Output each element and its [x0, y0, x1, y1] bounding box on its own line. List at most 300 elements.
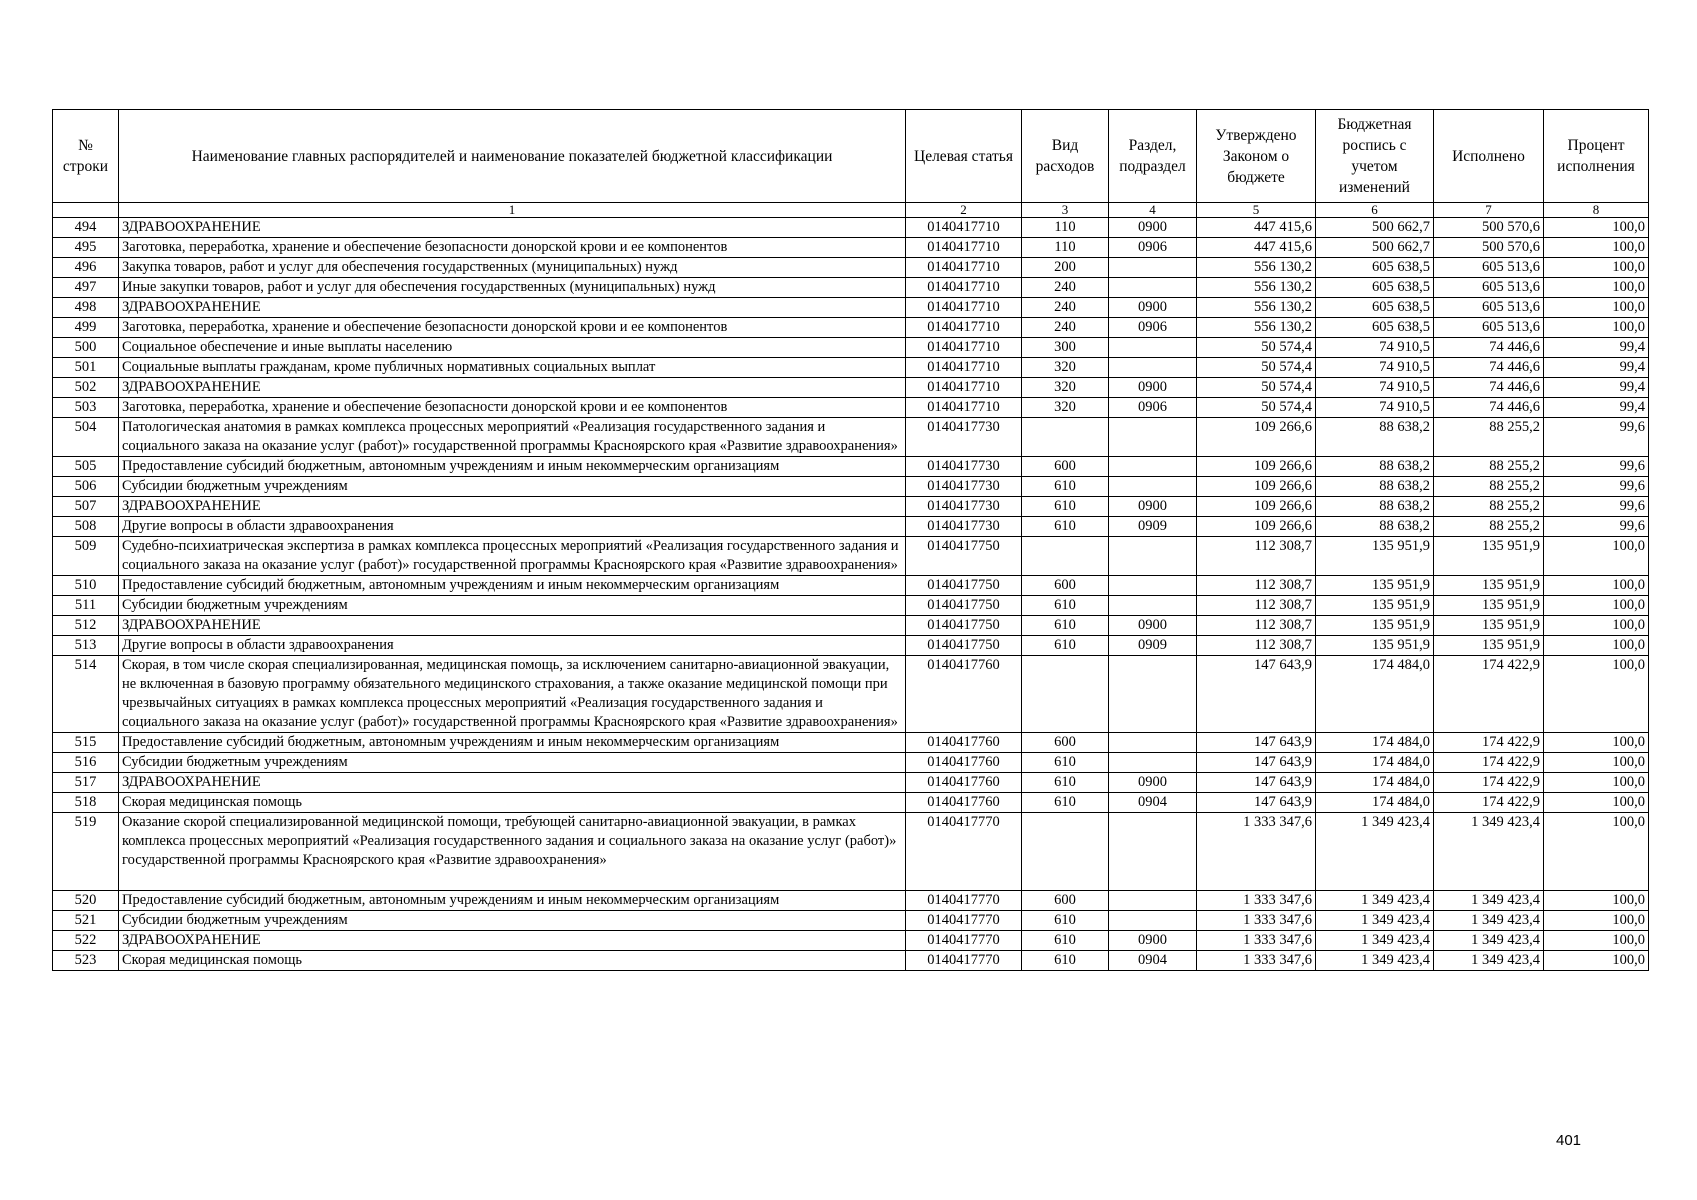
- row-budget-schedule: 88 638,2: [1316, 497, 1434, 517]
- row-executed: 88 255,2: [1434, 477, 1544, 497]
- row-number: 495: [53, 238, 119, 258]
- row-percent: 100,0: [1544, 238, 1649, 258]
- table-row: [53, 418, 1649, 457]
- row-budget-schedule: 88 638,2: [1316, 517, 1434, 537]
- row-percent: 100,0: [1544, 278, 1649, 298]
- column-number: 5: [1197, 203, 1316, 218]
- column-numbers-row: [53, 203, 1649, 218]
- row-percent: 100,0: [1544, 773, 1649, 793]
- row-name: Судебно-психиатрическая экспертиза в рамках комплекса процессных мероприятий «Реализация государственного задания и социального заказа на оказание услуг (работ)» государственной программы Красноярского края «Развитие здравоохранения»: [119, 537, 906, 576]
- row-section: 0900: [1109, 497, 1197, 517]
- header-row: [53, 110, 1649, 203]
- row-expense-type: 110: [1022, 218, 1109, 238]
- row-section: 0906: [1109, 238, 1197, 258]
- column-number: 8: [1544, 203, 1649, 218]
- row-name: Субсидии бюджетным учреждениям: [119, 753, 906, 773]
- row-target-article: 0140417730: [906, 497, 1022, 517]
- table-row: [53, 298, 1649, 318]
- row-executed: 135 951,9: [1434, 576, 1544, 596]
- row-target-article: 0140417760: [906, 733, 1022, 753]
- row-approved: 1 333 347,6: [1197, 951, 1316, 971]
- row-budget-schedule: 174 484,0: [1316, 773, 1434, 793]
- row-number: 508: [53, 517, 119, 537]
- table-row: [53, 911, 1649, 931]
- row-name: ЗДРАВООХРАНЕНИЕ: [119, 773, 906, 793]
- row-section: 0900: [1109, 616, 1197, 636]
- row-section: 0904: [1109, 951, 1197, 971]
- row-name: Заготовка, переработка, хранение и обеспечение безопасности донорской крови и ее компонентов: [119, 398, 906, 418]
- row-name: Субсидии бюджетным учреждениям: [119, 911, 906, 931]
- header-percent: Процент исполнения: [1544, 110, 1649, 203]
- row-target-article: 0140417730: [906, 517, 1022, 537]
- row-percent: 100,0: [1544, 793, 1649, 813]
- row-percent: 100,0: [1544, 318, 1649, 338]
- row-section: [1109, 891, 1197, 911]
- budget-execution-table: [52, 109, 1649, 971]
- row-name: Скорая медицинская помощь: [119, 793, 906, 813]
- row-executed: 605 513,6: [1434, 258, 1544, 278]
- row-budget-schedule: 1 349 423,4: [1316, 951, 1434, 971]
- table-header: [53, 110, 1649, 218]
- row-expense-type: 320: [1022, 378, 1109, 398]
- row-section: [1109, 753, 1197, 773]
- header-expense-type: Вид расходов: [1022, 110, 1109, 203]
- row-section: 0900: [1109, 378, 1197, 398]
- row-target-article: 0140417760: [906, 656, 1022, 733]
- row-expense-type: 610: [1022, 517, 1109, 537]
- row-section: 0900: [1109, 298, 1197, 318]
- row-target-article: 0140417730: [906, 477, 1022, 497]
- row-name: Другие вопросы в области здравоохранения: [119, 517, 906, 537]
- row-section: 0900: [1109, 931, 1197, 951]
- row-percent: 99,6: [1544, 477, 1649, 497]
- row-section: [1109, 278, 1197, 298]
- row-number: 523: [53, 951, 119, 971]
- row-executed: 74 446,6: [1434, 358, 1544, 378]
- row-number: 516: [53, 753, 119, 773]
- row-approved: 109 266,6: [1197, 497, 1316, 517]
- table-row: [53, 318, 1649, 338]
- row-budget-schedule: 605 638,5: [1316, 318, 1434, 338]
- row-approved: 556 130,2: [1197, 258, 1316, 278]
- row-approved: 112 308,7: [1197, 576, 1316, 596]
- row-expense-type: 610: [1022, 497, 1109, 517]
- row-target-article: 0140417730: [906, 457, 1022, 477]
- row-number: 501: [53, 358, 119, 378]
- row-budget-schedule: 74 910,5: [1316, 358, 1434, 378]
- row-budget-schedule: 1 349 423,4: [1316, 891, 1434, 911]
- row-percent: 100,0: [1544, 733, 1649, 753]
- row-name: Другие вопросы в области здравоохранения: [119, 636, 906, 656]
- row-approved: 556 130,2: [1197, 298, 1316, 318]
- row-target-article: 0140417710: [906, 298, 1022, 318]
- row-number: 498: [53, 298, 119, 318]
- row-budget-schedule: 605 638,5: [1316, 278, 1434, 298]
- row-number: 520: [53, 891, 119, 911]
- row-executed: 88 255,2: [1434, 457, 1544, 477]
- row-approved: 1 333 347,6: [1197, 813, 1316, 891]
- table-row: [53, 753, 1649, 773]
- row-expense-type: 600: [1022, 457, 1109, 477]
- row-section: [1109, 656, 1197, 733]
- row-section: 0909: [1109, 636, 1197, 656]
- row-percent: 100,0: [1544, 636, 1649, 656]
- row-number: 510: [53, 576, 119, 596]
- row-expense-type: 300: [1022, 338, 1109, 358]
- row-section: 0900: [1109, 218, 1197, 238]
- row-number: 497: [53, 278, 119, 298]
- row-name: ЗДРАВООХРАНЕНИЕ: [119, 497, 906, 517]
- row-percent: 100,0: [1544, 753, 1649, 773]
- row-executed: 605 513,6: [1434, 318, 1544, 338]
- row-section: 0906: [1109, 398, 1197, 418]
- row-executed: 88 255,2: [1434, 517, 1544, 537]
- table-row: [53, 517, 1649, 537]
- row-number: 504: [53, 418, 119, 457]
- row-budget-schedule: 88 638,2: [1316, 457, 1434, 477]
- row-executed: 1 349 423,4: [1434, 891, 1544, 911]
- row-approved: 109 266,6: [1197, 457, 1316, 477]
- table-row: [53, 596, 1649, 616]
- row-expense-type: 610: [1022, 596, 1109, 616]
- row-expense-type: 610: [1022, 773, 1109, 793]
- column-number: 2: [906, 203, 1022, 218]
- row-target-article: 0140417770: [906, 911, 1022, 931]
- row-section: [1109, 733, 1197, 753]
- row-budget-schedule: 88 638,2: [1316, 477, 1434, 497]
- row-budget-schedule: 174 484,0: [1316, 733, 1434, 753]
- row-budget-schedule: 74 910,5: [1316, 338, 1434, 358]
- row-approved: 556 130,2: [1197, 278, 1316, 298]
- table-row: [53, 358, 1649, 378]
- row-name: Субсидии бюджетным учреждениям: [119, 596, 906, 616]
- row-percent: 99,6: [1544, 497, 1649, 517]
- row-percent: 100,0: [1544, 813, 1649, 891]
- row-target-article: 0140417760: [906, 793, 1022, 813]
- row-executed: 174 422,9: [1434, 753, 1544, 773]
- row-approved: 109 266,6: [1197, 418, 1316, 457]
- row-expense-type: 600: [1022, 733, 1109, 753]
- row-target-article: 0140417770: [906, 891, 1022, 911]
- header-approved: Утверждено Законом о бюджете: [1197, 110, 1316, 203]
- row-percent: 99,6: [1544, 418, 1649, 457]
- row-name: Скорая, в том числе скорая специализированная, медицинская помощь, за исключением санитарно-авиационной эвакуации, не включенная в базовую программу обязательного медицинского страхования, а также оказание медицинской помощи при чрезвычайных ситуациях в рамках комплекса процессных мероприятий «Реализация государственного задания и социального заказа на оказание услуг (работ)» государственной программы Красноярского края «Развитие здравоохранения»: [119, 656, 906, 733]
- row-percent: 99,4: [1544, 338, 1649, 358]
- row-section: [1109, 537, 1197, 576]
- row-name: Скорая медицинская помощь: [119, 951, 906, 971]
- row-number: 522: [53, 931, 119, 951]
- row-name: Предоставление субсидий бюджетным, автономным учреждениям и иным некоммерческим организациям: [119, 457, 906, 477]
- row-target-article: 0140417710: [906, 278, 1022, 298]
- row-approved: 50 574,4: [1197, 358, 1316, 378]
- column-number: 1: [119, 203, 906, 218]
- row-expense-type: 240: [1022, 278, 1109, 298]
- row-number: 500: [53, 338, 119, 358]
- row-executed: 174 422,9: [1434, 733, 1544, 753]
- row-expense-type: [1022, 537, 1109, 576]
- table-row: [53, 931, 1649, 951]
- table-row: [53, 793, 1649, 813]
- row-percent: 100,0: [1544, 537, 1649, 576]
- table-row: [53, 497, 1649, 517]
- row-executed: 88 255,2: [1434, 497, 1544, 517]
- row-expense-type: 110: [1022, 238, 1109, 258]
- row-name: Заготовка, переработка, хранение и обеспечение безопасности донорской крови и ее компонентов: [119, 318, 906, 338]
- table-row: [53, 218, 1649, 238]
- row-budget-schedule: 500 662,7: [1316, 218, 1434, 238]
- row-name: Иные закупки товаров, работ и услуг для обеспечения государственных (муниципальных) нужд: [119, 278, 906, 298]
- header-name: Наименование главных распорядителей и наименование показателей бюджетной классификации: [119, 110, 906, 203]
- row-percent: 99,6: [1544, 457, 1649, 477]
- row-percent: 100,0: [1544, 911, 1649, 931]
- row-budget-schedule: 135 951,9: [1316, 537, 1434, 576]
- row-section: [1109, 911, 1197, 931]
- row-target-article: 0140417710: [906, 378, 1022, 398]
- row-section: [1109, 338, 1197, 358]
- row-name: ЗДРАВООХРАНЕНИЕ: [119, 931, 906, 951]
- row-expense-type: 240: [1022, 298, 1109, 318]
- table-row: [53, 813, 1649, 891]
- row-budget-schedule: 74 910,5: [1316, 378, 1434, 398]
- row-section: [1109, 358, 1197, 378]
- row-name: Предоставление субсидий бюджетным, автономным учреждениям и иным некоммерческим организациям: [119, 576, 906, 596]
- row-expense-type: 600: [1022, 891, 1109, 911]
- row-section: [1109, 477, 1197, 497]
- row-expense-type: 610: [1022, 793, 1109, 813]
- column-number-blank: [53, 203, 119, 218]
- row-percent: 99,4: [1544, 358, 1649, 378]
- row-number: 519: [53, 813, 119, 891]
- row-target-article: 0140417730: [906, 418, 1022, 457]
- table-row: [53, 773, 1649, 793]
- row-approved: 112 308,7: [1197, 636, 1316, 656]
- row-budget-schedule: 605 638,5: [1316, 258, 1434, 278]
- column-number: 4: [1109, 203, 1197, 218]
- row-section: [1109, 596, 1197, 616]
- row-expense-type: 610: [1022, 911, 1109, 931]
- row-number: 521: [53, 911, 119, 931]
- row-percent: 100,0: [1544, 596, 1649, 616]
- row-executed: 135 951,9: [1434, 636, 1544, 656]
- row-expense-type: 240: [1022, 318, 1109, 338]
- row-section: [1109, 457, 1197, 477]
- row-name: ЗДРАВООХРАНЕНИЕ: [119, 378, 906, 398]
- row-approved: 112 308,7: [1197, 537, 1316, 576]
- row-expense-type: 610: [1022, 753, 1109, 773]
- header-budget-schedule: Бюджетная роспись с учетом изменений: [1316, 110, 1434, 203]
- row-section: [1109, 576, 1197, 596]
- row-number: 502: [53, 378, 119, 398]
- row-number: 506: [53, 477, 119, 497]
- table-row: [53, 656, 1649, 733]
- row-executed: 605 513,6: [1434, 298, 1544, 318]
- row-executed: 1 349 423,4: [1434, 911, 1544, 931]
- row-expense-type: 610: [1022, 477, 1109, 497]
- row-expense-type: 610: [1022, 616, 1109, 636]
- row-name: Субсидии бюджетным учреждениям: [119, 477, 906, 497]
- row-budget-schedule: 135 951,9: [1316, 576, 1434, 596]
- row-section: [1109, 813, 1197, 891]
- row-percent: 100,0: [1544, 931, 1649, 951]
- row-percent: 100,0: [1544, 951, 1649, 971]
- table-row: [53, 576, 1649, 596]
- header-section: Раздел, подраздел: [1109, 110, 1197, 203]
- row-approved: 147 643,9: [1197, 656, 1316, 733]
- row-target-article: 0140417710: [906, 338, 1022, 358]
- table-row: [53, 636, 1649, 656]
- table-row: [53, 278, 1649, 298]
- row-number: 507: [53, 497, 119, 517]
- row-approved: 50 574,4: [1197, 378, 1316, 398]
- table-row: [53, 616, 1649, 636]
- row-executed: 174 422,9: [1434, 656, 1544, 733]
- row-expense-type: 610: [1022, 636, 1109, 656]
- row-budget-schedule: 135 951,9: [1316, 596, 1434, 616]
- row-percent: 99,4: [1544, 398, 1649, 418]
- row-target-article: 0140417750: [906, 616, 1022, 636]
- row-percent: 100,0: [1544, 258, 1649, 278]
- row-executed: 135 951,9: [1434, 596, 1544, 616]
- row-approved: 556 130,2: [1197, 318, 1316, 338]
- row-executed: 135 951,9: [1434, 616, 1544, 636]
- row-approved: 447 415,6: [1197, 238, 1316, 258]
- row-approved: 1 333 347,6: [1197, 911, 1316, 931]
- row-approved: 1 333 347,6: [1197, 891, 1316, 911]
- row-executed: 1 349 423,4: [1434, 931, 1544, 951]
- row-number: 515: [53, 733, 119, 753]
- row-approved: 147 643,9: [1197, 773, 1316, 793]
- row-approved: 50 574,4: [1197, 398, 1316, 418]
- row-name: Заготовка, переработка, хранение и обеспечение безопасности донорской крови и ее компонентов: [119, 238, 906, 258]
- row-executed: 605 513,6: [1434, 278, 1544, 298]
- row-budget-schedule: 174 484,0: [1316, 753, 1434, 773]
- table-row: [53, 258, 1649, 278]
- table-row: [53, 951, 1649, 971]
- row-number: 494: [53, 218, 119, 238]
- row-target-article: 0140417710: [906, 218, 1022, 238]
- row-number: 503: [53, 398, 119, 418]
- row-number: 518: [53, 793, 119, 813]
- row-section: 0909: [1109, 517, 1197, 537]
- row-expense-type: 610: [1022, 931, 1109, 951]
- row-executed: 500 570,6: [1434, 218, 1544, 238]
- row-approved: 109 266,6: [1197, 517, 1316, 537]
- row-expense-type: 610: [1022, 951, 1109, 971]
- row-target-article: 0140417750: [906, 596, 1022, 616]
- row-target-article: 0140417770: [906, 951, 1022, 971]
- row-name: Социальные выплаты гражданам, кроме публичных нормативных социальных выплат: [119, 358, 906, 378]
- row-approved: 112 308,7: [1197, 616, 1316, 636]
- row-number: 514: [53, 656, 119, 733]
- row-percent: 100,0: [1544, 218, 1649, 238]
- table-row: [53, 238, 1649, 258]
- row-target-article: 0140417750: [906, 636, 1022, 656]
- row-name: Предоставление субсидий бюджетным, автономным учреждениям и иным некоммерческим организациям: [119, 733, 906, 753]
- row-executed: 1 349 423,4: [1434, 813, 1544, 891]
- row-name: Оказание скорой специализированной медицинской помощи, требующей санитарно-авиационной эвакуации, в рамках комплекса процессных мероприятий «Реализация государственного задания и социального заказа на оказание услуг (работ)» государственной программы Красноярского края «Развитие здравоохранения»: [119, 813, 906, 891]
- column-number: 7: [1434, 203, 1544, 218]
- row-budget-schedule: 74 910,5: [1316, 398, 1434, 418]
- row-number: 513: [53, 636, 119, 656]
- row-number: 499: [53, 318, 119, 338]
- row-approved: 147 643,9: [1197, 733, 1316, 753]
- row-executed: 135 951,9: [1434, 537, 1544, 576]
- header-row-number: № строки: [53, 110, 119, 203]
- row-target-article: 0140417760: [906, 753, 1022, 773]
- row-section: 0904: [1109, 793, 1197, 813]
- row-budget-schedule: 88 638,2: [1316, 418, 1434, 457]
- row-expense-type: [1022, 656, 1109, 733]
- row-number: 517: [53, 773, 119, 793]
- row-executed: 74 446,6: [1434, 378, 1544, 398]
- row-expense-type: 320: [1022, 358, 1109, 378]
- row-name: Закупка товаров, работ и услуг для обеспечения государственных (муниципальных) нужд: [119, 258, 906, 278]
- row-section: [1109, 418, 1197, 457]
- row-expense-type: 600: [1022, 576, 1109, 596]
- row-number: 509: [53, 537, 119, 576]
- row-executed: 174 422,9: [1434, 793, 1544, 813]
- row-approved: 1 333 347,6: [1197, 931, 1316, 951]
- row-target-article: 0140417710: [906, 318, 1022, 338]
- row-approved: 147 643,9: [1197, 753, 1316, 773]
- row-name: Социальное обеспечение и иные выплаты населению: [119, 338, 906, 358]
- row-approved: 112 308,7: [1197, 596, 1316, 616]
- row-expense-type: 320: [1022, 398, 1109, 418]
- row-section: 0900: [1109, 773, 1197, 793]
- row-number: 505: [53, 457, 119, 477]
- table-row: [53, 457, 1649, 477]
- row-target-article: 0140417710: [906, 398, 1022, 418]
- row-approved: 447 415,6: [1197, 218, 1316, 238]
- row-budget-schedule: 500 662,7: [1316, 238, 1434, 258]
- row-percent: 100,0: [1544, 616, 1649, 636]
- row-percent: 99,6: [1544, 517, 1649, 537]
- row-target-article: 0140417760: [906, 773, 1022, 793]
- table-row: [53, 378, 1649, 398]
- row-name: Предоставление субсидий бюджетным, автономным учреждениям и иным некоммерческим организациям: [119, 891, 906, 911]
- row-name: ЗДРАВООХРАНЕНИЕ: [119, 218, 906, 238]
- row-name: Патологическая анатомия в рамках комплекса процессных мероприятий «Реализация государственного задания и социального заказа на оказание услуг (работ)» государственной программы Красноярского края «Развитие здравоохранения»: [119, 418, 906, 457]
- table-row: [53, 733, 1649, 753]
- row-number: 496: [53, 258, 119, 278]
- row-target-article: 0140417750: [906, 537, 1022, 576]
- column-number: 3: [1022, 203, 1109, 218]
- table-row: [53, 477, 1649, 497]
- table-row: [53, 338, 1649, 358]
- row-percent: 100,0: [1544, 298, 1649, 318]
- row-approved: 147 643,9: [1197, 793, 1316, 813]
- row-name: ЗДРАВООХРАНЕНИЕ: [119, 298, 906, 318]
- row-executed: 174 422,9: [1434, 773, 1544, 793]
- page-number: 401: [1556, 1132, 1582, 1149]
- row-percent: 99,4: [1544, 378, 1649, 398]
- row-budget-schedule: 174 484,0: [1316, 656, 1434, 733]
- row-approved: 109 266,6: [1197, 477, 1316, 497]
- row-budget-schedule: 135 951,9: [1316, 616, 1434, 636]
- header-target-article: Целевая статья: [906, 110, 1022, 203]
- row-number: 512: [53, 616, 119, 636]
- table-body: [53, 218, 1649, 971]
- header-executed: Исполнено: [1434, 110, 1544, 203]
- row-budget-schedule: 1 349 423,4: [1316, 911, 1434, 931]
- row-executed: 500 570,6: [1434, 238, 1544, 258]
- row-percent: 100,0: [1544, 576, 1649, 596]
- row-number: 511: [53, 596, 119, 616]
- row-executed: 88 255,2: [1434, 418, 1544, 457]
- row-expense-type: 200: [1022, 258, 1109, 278]
- row-percent: 100,0: [1544, 891, 1649, 911]
- row-target-article: 0140417770: [906, 813, 1022, 891]
